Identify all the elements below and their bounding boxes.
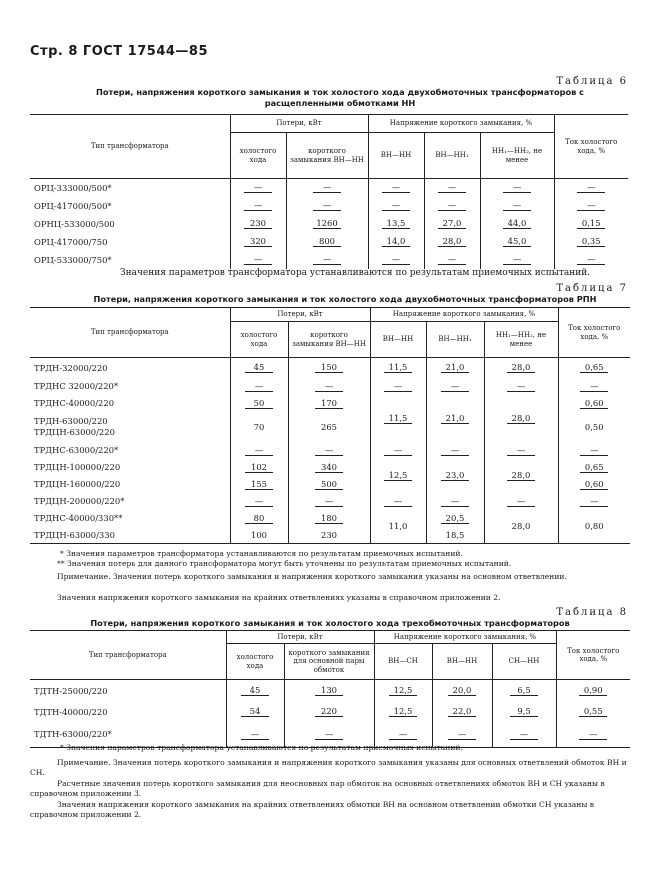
t7-cell: ТРДН-32000/220 [30,358,230,378]
t7-cell: — [580,381,608,392]
t8-cell: 0,90 [579,685,607,696]
t7-col-idle: холостого хода [230,322,288,358]
t7-cell: ТРДН-63000/220 [34,415,108,426]
t7-cell: — [384,445,412,456]
table-row [30,395,630,412]
t6-cell: — [503,254,531,265]
t8-cell: 12,5 [389,685,417,696]
t7-cell: — [245,496,273,507]
table-6-label: Таблица 6 [556,76,628,87]
t7-cell: 265 [321,421,337,432]
t7-cell: 18,5 [445,529,465,540]
t8-col-v2: ВН—НН [432,644,492,680]
t6-col-short: короткого замыкания ВН—НН [286,133,368,179]
t8-cell: — [579,729,607,740]
t7-cell: 21,0 [441,413,469,424]
t8-cell: — [241,729,269,740]
t7-col-v2: ВН—НН₁ [426,322,484,358]
table-8 [30,630,630,748]
t8-cell: 130 [315,685,343,696]
t7-col-v1: ВН—НН [370,322,426,358]
t6-cell: ОРНЦ-533000/500 [30,215,230,233]
t8-cell: ТДТН-25000/220 [30,680,226,702]
t7-cell: — [441,496,469,507]
t8-cell: — [510,729,538,740]
t6-cell: — [382,200,410,211]
t7-cell: — [441,445,469,456]
t6-cell: 1260 [313,218,341,229]
t7-cell: 0,60 [580,398,608,409]
t7-col-type: Тип трансформатора [30,308,230,358]
t6-cell: ОРЦ-417000/500* [30,197,230,215]
t8-cell: — [315,729,343,740]
t6-cell: 800 [313,236,341,247]
t7-cell: 0,65 [580,462,608,473]
table-row [30,459,630,476]
table-6 [30,114,628,269]
t8-col-voltage: Напряжение короткого замыкания, % [374,631,556,644]
t6-col-v2: ВН—НН₁ [424,133,480,179]
t7-cell: — [580,496,608,507]
t8-cell: ТДТН-63000/220* [30,722,226,748]
t6-cell: — [503,182,531,193]
t6-cell: — [313,254,341,265]
t7-cell: — [315,381,343,392]
t7-cell: 0,65 [580,362,608,373]
t6-cell: 14,0 [382,236,410,247]
t7-cell: 0,80 [584,521,604,532]
t7-cell: 28,0 [507,362,535,373]
t6-cell: — [382,182,410,193]
table-6-title: Потери, напряжения короткого замыкания и ток холостого хода двухобмоточных трансформаторов с расщепленными обмотками НН [95,87,585,108]
t8-cell: 22,0 [448,706,476,717]
t7-cell: 340 [315,462,343,473]
t6-cell: — [313,182,341,193]
t8-cell: 220 [315,706,343,717]
t7-cell: 102 [245,462,273,473]
t6-col-voltage: Напряжение короткого замыкания, % [368,115,554,133]
table-8-label: Таблица 8 [556,607,628,618]
t8-cell: — [448,729,476,740]
t6-cell: ОРЦ-533000/750* [30,251,230,269]
t8-col-losses: Потери, кВт [226,631,374,644]
t6-cell: 45,0 [503,236,531,247]
t7-cell: 11,0 [388,521,408,532]
t7-cell: 28,0 [511,521,531,532]
t6-cell: — [577,254,605,265]
table-row [30,251,628,269]
t8-col-v1: ВН—СН [374,644,432,680]
t6-cell: 27,0 [438,218,466,229]
t6-cell: 0,15 [577,218,605,229]
t7-cell: ТРДНС-63000/220* [30,442,230,459]
t7-cell: 170 [315,398,343,409]
t7-cell: ТРДНС 32000/220* [30,378,230,395]
t7-cell: — [441,381,469,392]
t7-cell: 230 [321,529,337,540]
t7-cell: ТРДЦН-63000/330 [30,527,230,544]
t7-cell: — [507,496,535,507]
t6-cell: 28,0 [438,236,466,247]
t8-col-v3: СН—НН [492,644,556,680]
t7-col-current: Ток холостого хода, % [558,308,630,358]
table-row [30,493,630,510]
t6-cell: — [503,200,531,211]
page-header: Стр. 8 ГОСТ 17544—85 [30,44,209,59]
t7-cell: ТРДНС-40000/330** [30,510,230,527]
table-row [30,197,628,215]
t7-cell: ТРДНС-40000/220 [30,395,230,412]
table-row [30,510,630,527]
t6-cell: 0,35 [577,236,605,247]
t7-cell: 23,0 [441,470,469,481]
t7-note-2: ** Значения потерь для данного трансформатора могут быть уточнены по результатам приемочных испытаний. [57,559,512,568]
t7-cell: 80 [245,513,273,524]
paragraph-1: Значения параметров трансформатора устанавливаются по результатам приемочных испытаний. [120,268,591,278]
t7-cell: 28,0 [507,413,535,424]
t7-cell: 45 [245,362,273,373]
t6-cell: — [438,200,466,211]
t6-cell: ОРЦ-333000/500* [30,179,230,197]
t6-cell: — [382,254,410,265]
t7-cell: — [580,445,608,456]
t7-col-v3: НН₁—НН₂, не менее [484,322,558,358]
t7-cell: 12,5 [384,470,412,481]
t8-col-idle: холостого хода [226,644,284,680]
t6-col-losses: Потери, кВт [230,115,368,133]
t7-cell: 70 [253,421,265,432]
t8-cell: 45 [241,685,269,696]
t6-col-idle: холостого хода [230,133,286,179]
t6-cell: — [313,200,341,211]
table-row [30,179,628,197]
t6-col-v1: ВН—НН [368,133,424,179]
t6-cell: 230 [244,218,272,229]
t7-note-1: * Значения параметров трансформатора устанавливаются по результатам приемочных испытаний. [60,549,463,558]
table-row [30,358,630,378]
t8-col-current: Ток холостого хода, % [556,631,630,680]
t7-cell: — [245,445,273,456]
table-row [30,702,630,722]
t7-cell: 20,5 [441,513,469,524]
t7-cell: 180 [315,513,343,524]
t7-cell: 11,5 [384,362,412,373]
t6-cell: 320 [244,236,272,247]
table-row [30,233,628,251]
t6-cell: — [577,182,605,193]
t8-note-1: * Значения параметров трансформатора устанавливаются по результатам приемочных испытаний. [60,743,463,752]
t7-cell: 500 [315,479,343,490]
t7-col-short: короткого замыкания ВН—НН [288,322,370,358]
t6-cell: — [244,254,272,265]
table-7 [30,307,630,545]
table-7-label: Таблица 7 [556,283,628,294]
t8-col-type: Тип трансформатора [30,631,226,680]
t8-cell: — [389,729,417,740]
t7-cell: — [507,381,535,392]
t7-cell: 0,50 [584,421,604,432]
t7-cell: 28,0 [507,470,535,481]
t7-cell: 50 [245,398,273,409]
t8-note-4: Значения напряжения короткого замыкания на крайних ответвлениях обмотки ВН на основном ответвлении обмотки СН указаны в справочном приложении 2. [30,800,595,819]
t7-cell: 155 [245,479,273,490]
table-row [30,378,630,395]
t7-cell: ТРДЦН-63000/220 [34,426,115,437]
t8-cell: 12,5 [389,706,417,717]
t7-cell: 21,0 [441,362,469,373]
t7-cell: — [507,445,535,456]
t8-cell: 9,5 [510,706,538,717]
t6-cell: 13,5 [382,218,410,229]
t8-cell: 6,5 [510,685,538,696]
t6-cell: ОРЦ-417000/750 [30,233,230,251]
t8-cell: 54 [241,706,269,717]
t6-cell: 44,0 [503,218,531,229]
t7-note-4: Значения напряжения короткого замыкания на крайних ответвлениях указаны в справочном приложении 2. [57,593,501,602]
t7-cell: — [245,381,273,392]
table-8-title: Потери, напряжения короткого замыкания и ток холостого хода трехобмоточных трансформаторов [90,618,570,628]
t6-cell: — [438,254,466,265]
t7-col-losses: Потери, кВт [230,308,370,322]
table-row [30,215,628,233]
t7-cell: — [315,445,343,456]
t7-cell: ТРДЦН-160000/220 [30,476,230,493]
t8-note-3: Расчетные значения потерь короткого замыкания для неосновных пар обмоток на основных ответвлениях обмоток ВН и СН указаны в справочном приложении 3. [30,779,605,798]
t6-cell: — [244,182,272,193]
t7-cell: ТРДЦН-100000/220 [30,459,230,476]
t8-cell: ТДТН-40000/220 [30,702,226,722]
table-7-title: Потери, напряжения короткого замыкания и ток холостого хода двухобмоточных трансформаторов РПН [93,294,597,304]
t7-col-voltage: Напряжение короткого замыкания, % [370,308,558,322]
t8-col-short: короткого замыкания для основной пары обмоток [284,644,374,680]
table-row [30,442,630,459]
t7-cell: — [315,496,343,507]
t7-cell: 150 [315,362,343,373]
t7-cell: 100 [251,529,267,540]
t8-cell: 20,0 [448,685,476,696]
t7-cell: ТРДЦН-200000/220* [30,493,230,510]
t6-col-v3: НН₁—НН₂, не менее [480,133,554,179]
table-row [30,680,630,702]
t8-note-2: Примечание. Значения потерь короткого замыкания и напряжения короткого замыкания указаны для основных ответвлений обмоток ВН и СН. [30,758,627,777]
t8-cell: 0,55 [579,706,607,717]
t7-cell: — [384,496,412,507]
t6-col-current: Ток холостого хода, % [554,115,628,179]
t7-cell: 0,60 [580,479,608,490]
t7-cell: — [384,381,412,392]
t6-col-type: Тип трансформатора [30,115,230,179]
t6-cell: — [244,200,272,211]
t7-note-3: Примечание. Значения потерь короткого замыкания и напряжения короткого замыкания указаны на основном ответвлении. [57,572,567,581]
t6-cell: — [577,200,605,211]
t6-cell: — [438,182,466,193]
t7-cell: 11,5 [384,413,412,424]
